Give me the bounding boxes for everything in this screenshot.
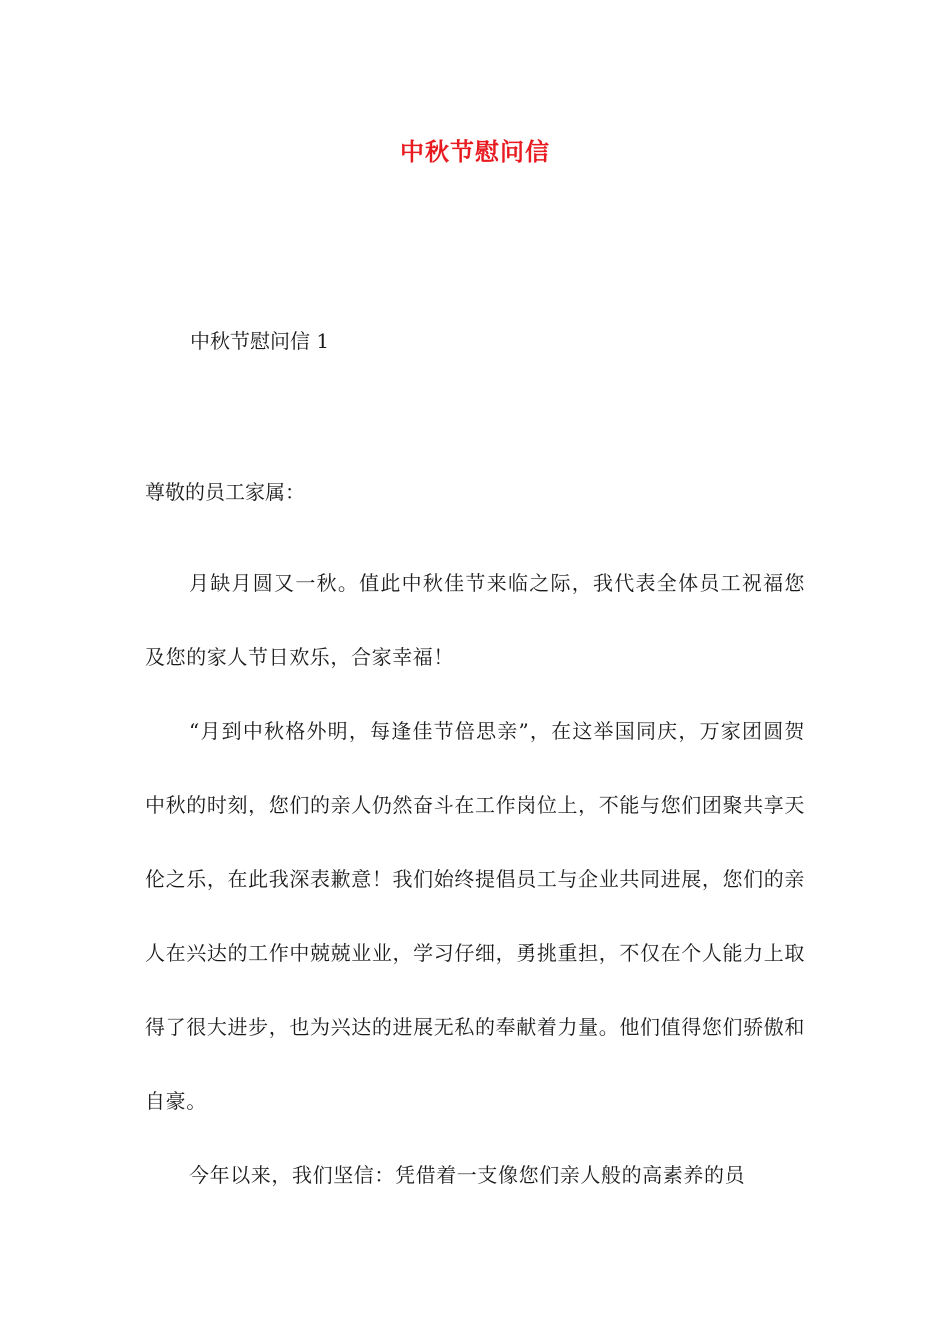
paragraph-1: 月缺月圆又一秋。值此中秋佳节来临之际，我代表全体员工祝福您及您的家人节日欢乐，合家幸福！ (145, 571, 805, 669)
letter-body (145, 546, 805, 1212)
paragraph-3: 今年以来，我们坚信：凭借着一支像您们亲人般的高素养的员 (189, 1163, 746, 1187)
document-title: 中秋节慰问信 (400, 137, 550, 166)
section-heading: 中秋节慰问信 1 (190, 329, 330, 353)
paragraph-2: “月到中秋格外明，每逢佳节倍思亲”，在这举国同庆，万家团圆贺中秋的时刻，您们的亲人仍然奋斗在工作岗位上，不能与您们团聚共享天伦之乐，在此我深表歉意！我们始终提倡员工与企业共同进展，您们的亲人在兴达的工作中兢兢业业，学习仔细，勇挑重担，不仅在个人能力上取得了很大进步，也为兴达的进展无私的奉献着力量。他们值得您们骄傲和自豪。 (145, 719, 805, 1113)
salutation: 尊敬的员工家属： (145, 480, 305, 504)
